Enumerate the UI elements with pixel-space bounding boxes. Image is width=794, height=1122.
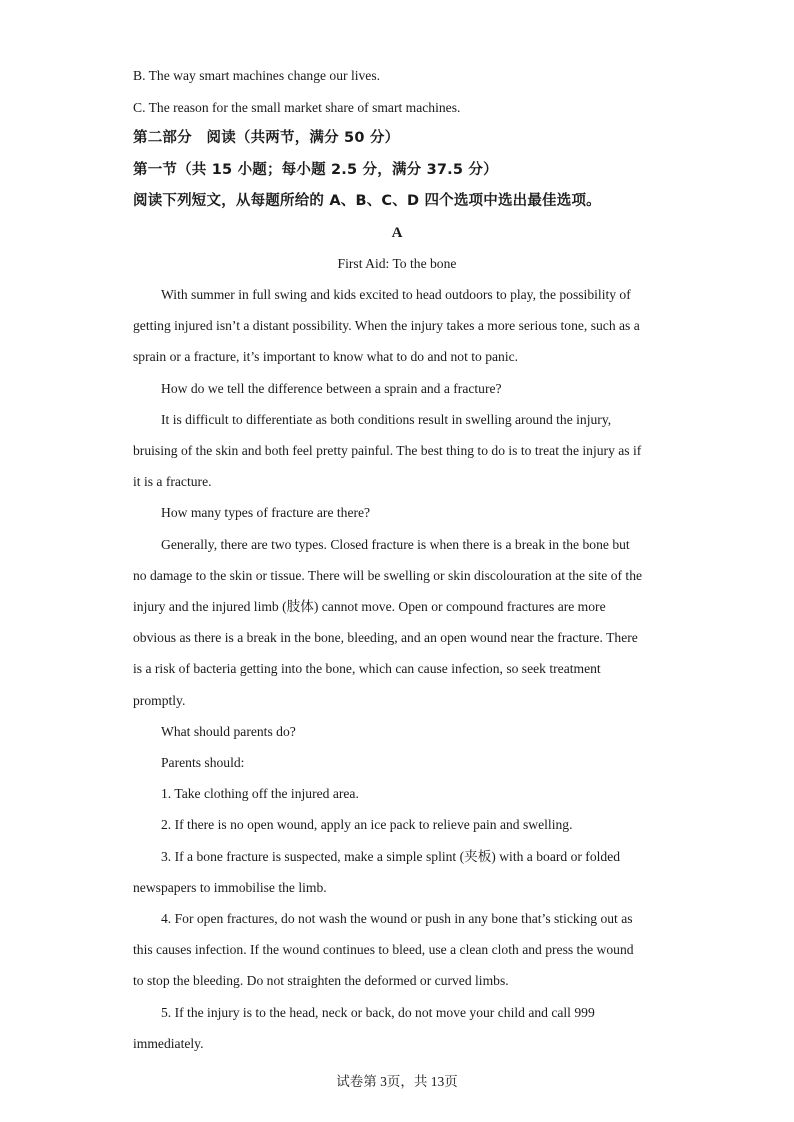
list-item: 3. If a bone fracture is suspected, make a simple splint (夹板) with a board or folded <box>161 849 621 864</box>
list-item-continuation: to stop the bleeding. Do not straighten the deformed or curved limbs. <box>133 973 509 988</box>
list-item: 5. If the injury is to the head, neck or back, do not move your child and call 999 <box>161 1005 595 1020</box>
list-item: 2. If there is no open wound, apply an ice pack to relieve pain and swelling. <box>161 817 573 832</box>
list-item-continuation: immediately. <box>133 1036 204 1051</box>
passage-line: sprain or a fracture, it’s important to know what to do and not to panic. <box>133 349 519 364</box>
passage-question: How do we tell the difference between a sprain and a fracture? <box>161 381 502 396</box>
list-item: 4. For open fractures, do not wash the wound or push in any bone that’s sticking out as <box>161 911 633 926</box>
passage-line: it is a fracture. <box>133 474 212 489</box>
passage-title: First Aid: To the bone <box>337 256 457 271</box>
passage-line: no damage to the skin or tissue. There will be swelling or skin discolouration at the site of the <box>133 568 643 583</box>
passage-line: promptly. <box>133 693 186 708</box>
part-heading: 第二部分 阅读（共两节，满分 50 分） <box>133 130 400 146</box>
list-item-continuation: newspapers to immobilise the limb. <box>133 880 327 895</box>
passage-line: obvious as there is a break in the bone, bleeding, and an open wound near the fracture. There <box>133 630 638 645</box>
passage-question: How many types of fracture are there? <box>161 505 371 520</box>
passage-line: With summer in full swing and kids excited to head outdoors to play, the possibility of <box>161 287 631 302</box>
passage-line: injury and the injured limb (肢体) cannot move. Open or compound fractures are more <box>133 599 606 614</box>
passage-line: It is difficult to differentiate as both conditions result in swelling around the injury, <box>161 412 612 427</box>
passage-question: What should parents do? <box>161 724 296 739</box>
passage-line: Parents should: <box>161 755 245 770</box>
passage-letter: A <box>391 225 403 241</box>
page-footer: 试卷第 3页，共 13页 <box>336 1074 458 1089</box>
passage-line: is a risk of bacteria getting into the bone, which can cause infection, so seek treatment <box>133 661 601 676</box>
passage-line: getting injured isn’t a distant possibility. When the injury takes a more serious tone, such as a <box>133 318 640 333</box>
instruction: 阅读下列短文，从每题所给的 A、B、C、D 四个选项中选出最佳选项。 <box>133 193 601 209</box>
subsection-heading: 第一节（共 15 小题；每小题 2.5 分，满分 37.5 分） <box>133 162 498 178</box>
option-c: C. The reason for the small market share of smart machines. <box>133 100 461 115</box>
passage-line: Generally, there are two types. Closed fracture is when there is a break in the bone but <box>161 537 630 552</box>
option-b: B. The way smart machines change our lives. <box>133 68 381 83</box>
list-item-continuation: this causes infection. If the wound continues to bleed, use a clean cloth and press the wound <box>133 942 634 957</box>
passage-line: bruising of the skin and both feel pretty painful. The best thing to do is to treat the injury as if <box>133 443 642 458</box>
list-item: 1. Take clothing off the injured area. <box>161 786 359 801</box>
